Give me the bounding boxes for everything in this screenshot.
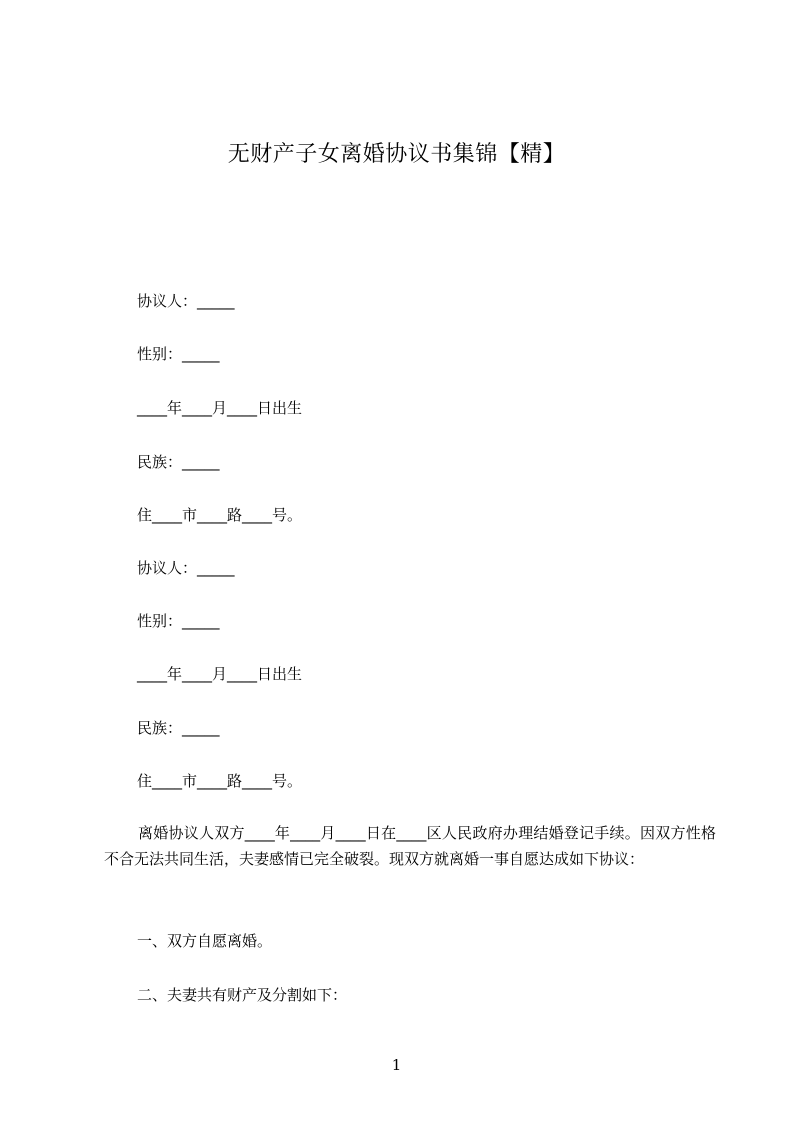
party2-address-line: 住____市____路____号。 xyxy=(137,772,303,790)
clause-1: 一、双方自愿离婚。 xyxy=(137,932,273,950)
party1-gender-line: 性别：_____ xyxy=(137,345,220,363)
party2-name-line: 协议人：_____ xyxy=(137,559,235,577)
document-title: 无财产子女离婚协议书集锦【精】 xyxy=(227,142,566,167)
page-number: 1 xyxy=(391,1056,402,1074)
party1-address-line: 住____市____路____号。 xyxy=(137,506,303,524)
party2-ethnicity-line: 民族：_____ xyxy=(137,719,220,737)
party1-name-line: 协议人：_____ xyxy=(137,292,235,310)
intro-paragraph: 离婚协议人双方____年____月____日在____区人民政府办理结婚登记手续。因双方性格不合无法共同生活，夫妻感情已完全破裂。现双方就离婚一事自愿达成如下协议： xyxy=(104,824,716,868)
party2-gender-line: 性别：_____ xyxy=(137,612,220,630)
party1-birth-line: ____年____月____日出生 xyxy=(137,399,303,417)
party2-birth-line: ____年____月____日出生 xyxy=(137,665,303,683)
party1-ethnicity-line: 民族：_____ xyxy=(137,453,220,471)
clause-2: 二、夫妻共有财产及分割如下： xyxy=(137,986,348,1004)
